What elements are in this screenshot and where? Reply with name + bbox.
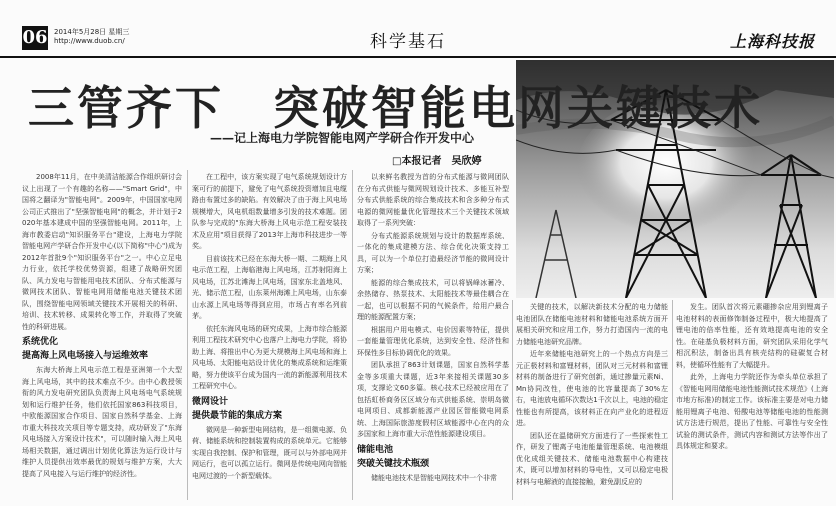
- section-heading: 系统优化: [22, 337, 59, 347]
- article-column-1: [22, 172, 182, 502]
- paragraph: 东海大桥海上风电示范工程是亚洲第一个大型海上风电场，其中的技术难点不少。由中心教授领衔的风力发电研究团队负责海上风电场电气系统规划和运行维护任务，他们依托国家863科技项目，中欧能源国家合作项目、国家自然科学基金、上海市重大科技攻关项目等专题支持，成功研发了"东海风电场接入方案设计技术"，可以随时输入海上风电场相关数据，通过调出计划优化算法为运行设计与维护人员提供出效率最优的规划与维护方案，大大提高了风电接入与运行维护的经济性。: [22, 366, 182, 478]
- paragraph: 此外，上海电力学院还作为牵头单位承担了《智能电网用储能电池性能测试技术规范》(上海市地方标准)的制定工作。该标准主要是对电力储能用锂离子电池、铅酸电池等储能电池的性能测试方法进行规范，提出了性能、可靠性与安全性试验的测试条件，测试内容和测试方法等作出了具体规定和要求。: [676, 373, 828, 450]
- section-heading: 突破关键技术瓶颈: [357, 458, 430, 469]
- section-heading: 微网设计: [192, 396, 229, 407]
- headline: 三管齐下 突破智能电网关键技术: [28, 81, 763, 135]
- paragraph: 以来鲜名教授为首的分布式能源与微网团队在分布式供能与微网规划设计技术、多能互补型分布式供能系统的综合集成技术和含多种分布式电源的微网能量优化管理技术三个关键技术领域取得了一系列突破：: [357, 173, 509, 227]
- column-divider: [187, 170, 188, 500]
- paragraph: 依托东海风电场的研究成果，上海市综合能源利用工程技术研究中心也落户上海电力学院，将协助上海、将推出中心为更大规模海上风电场和海上风电场、太阳能电站设计优化的集成系统和运维策略，努力使该平台成为国内一流的新能源利用技术工程研究中心。: [192, 324, 347, 390]
- paragraph: 近年来储能电池研究上的一个热点方向是三元正极材料和富锂材料，团队对三元材料和富锂材料的制备进行了研究创新，通过掺量元素Ni、Mn协同改性，使电池的比容量提高了30%左右，电池放电循环次数达1千次以上，电池的稳定性能也有所提高，该材料正在向产业化的进程迈进。: [516, 350, 668, 427]
- paragraph: 2008年11月，在中美清洁能源合作组织研讨会议上出现了一个有趣的名称——"Smart Grid"，中国将之翻译为"智能电网"。2009年，中国国家电网公司正式推出了"坚强智能电网"的概念，并计划于2020年基本建成中国的坚强智能电网。2011年，上海市教委启动"知识服务平台"建设，上海电力学院智能电网产学研合作开发中心(以下简称"中心")成为2012年首批9个"知识服务平台"之一。中心立足电力行业，依托学校优势资源，组建了战略研究团队、风力发电与智能用电技术团队、分布式能源与微网技术团队、智能电网用储能电池关键技术团队，围绕智能电网领域关键技术开展相关的科研、培训、技术转移、成果转化等工作，并取得了突破性的科研进展。: [22, 173, 182, 331]
- paragraph: 目前该技术已经在东海大桥一期、二期海上风电示范工程，上海临港海上风电场，江苏射阳海上风电场，江苏北滩海上风电场，国家东北盖地风、光、储示范工程，山东莱州海滩上风电场，山东泰山水源上风电场等得到应用，市场占有率名列前茅。: [192, 254, 347, 320]
- website-url: http://www.duob.cn/: [54, 37, 125, 45]
- column-divider: [352, 170, 353, 500]
- paragraph: 微网是一种新型电网结构，是一组微电源、负荷、储能系统和控制装置构成的系统单元。它能够实现自我控制、保护和管理，既可以与外部电网并网运行，也可以孤立运行。微网是传统电网向智能电网过渡的一个新型载体。: [192, 425, 347, 480]
- paragraph: 关键的技术，以解决新技术分配的电力储能电池团队在储能电池材料和储能电池系统方面开展相关研究和应用工作，努力打造国内一流的电力储能电池研究品牌。: [516, 303, 668, 346]
- section-title: 科学基石: [370, 32, 446, 52]
- page-header: [0, 0, 836, 58]
- paragraph: 分布式能源系统规划与设计的数据库系统、一体化的集成建模方法、综合优化决策支持工具，可以为一个单位打造最经济节能的微网设计方案；: [357, 231, 509, 274]
- column-divider: [512, 300, 513, 500]
- page-number: 06: [22, 27, 48, 48]
- section-heading: 储能电池: [357, 444, 394, 455]
- date-line: 2014年5月28日 星期三: [54, 28, 130, 36]
- article-column-5: [676, 302, 828, 502]
- date-and-url: [54, 28, 129, 46]
- masthead-logo: 上海科技报: [730, 32, 816, 51]
- paragraph: 在工程中，该方案实现了电气系统规划设计方案可行的前提下，避免了电气系统投资增加且电缆路由布置过多的缺陷。有效解决了由于海上风电场规模增大，风电机组数量增多引发的技术难题。团队参与完成的"东海大桥海上风电示范工程安装技术及应用"项目获得了2013年上海市科技进步一等奖。: [192, 173, 347, 250]
- paragraph: 发生。团队首次将元素硼掺杂应用到锂离子电池材料的表面修饰制备过程中，极大地提高了锂电池的倍率性能，还有效地提高电池的安全性。在硅基负极材料方面，研究团队采用化学气相沉积法，制备出具有核壳结构的硅碳复合材料，使循环性能有了大幅提升。: [676, 303, 828, 369]
- byline: □本报记者 吴欣婷: [392, 156, 482, 167]
- article-column-3: [357, 172, 509, 502]
- paragraph: 根据用户用电模式、电价因素等特征，提供一套能量管理优化系统，达到安全性、经济性和环保性多目标协调优化的效果。: [357, 325, 509, 357]
- section-heading: 提供最节能的集成方案: [192, 410, 283, 421]
- paragraph: 储能电池技术是智能电网技术中一个非常: [371, 473, 497, 482]
- subheadline: ——记上海电力学院智能电网产学研合作开发中心: [210, 131, 475, 145]
- paragraph: 能源的综合集成技术，可以将锅峰冰蓄冷、余热储存、热泵技术、太阳能技术等最佳耦合在一起，也可以根据不同的气候条件，给用户最合理的能源配置方案；: [357, 278, 509, 321]
- article-column-2: [192, 172, 347, 502]
- section-heading: 提高海上风电场接入与运维效率: [22, 351, 149, 361]
- paragraph: 团队还在温储研究方面进行了一些探索性工作，研发了锂离子电池能量管理系统、电池模组优化成组关键技术、储能电池数据中心构建技术，既可以增加材料的导电性，又可以稳定电极材料与电解液的直接接触，避免副反应的: [516, 431, 668, 486]
- column-divider: [672, 300, 673, 500]
- article-column-4: [516, 302, 668, 502]
- paragraph: 团队承担了863计划课题，国家自然科学基金等多项重大课题，近3年来接相关课题30多项，支撑论文60多篇。核心技术已经被应用在了包括虹桥商务区区域分布式供能系统、崇明岛微电网项目、成都新能源产业园区智能微电网系统、上海国际旅游度假村区域能源中心在内的众多国家和上海市重大示范性能源建设项目。: [357, 361, 509, 438]
